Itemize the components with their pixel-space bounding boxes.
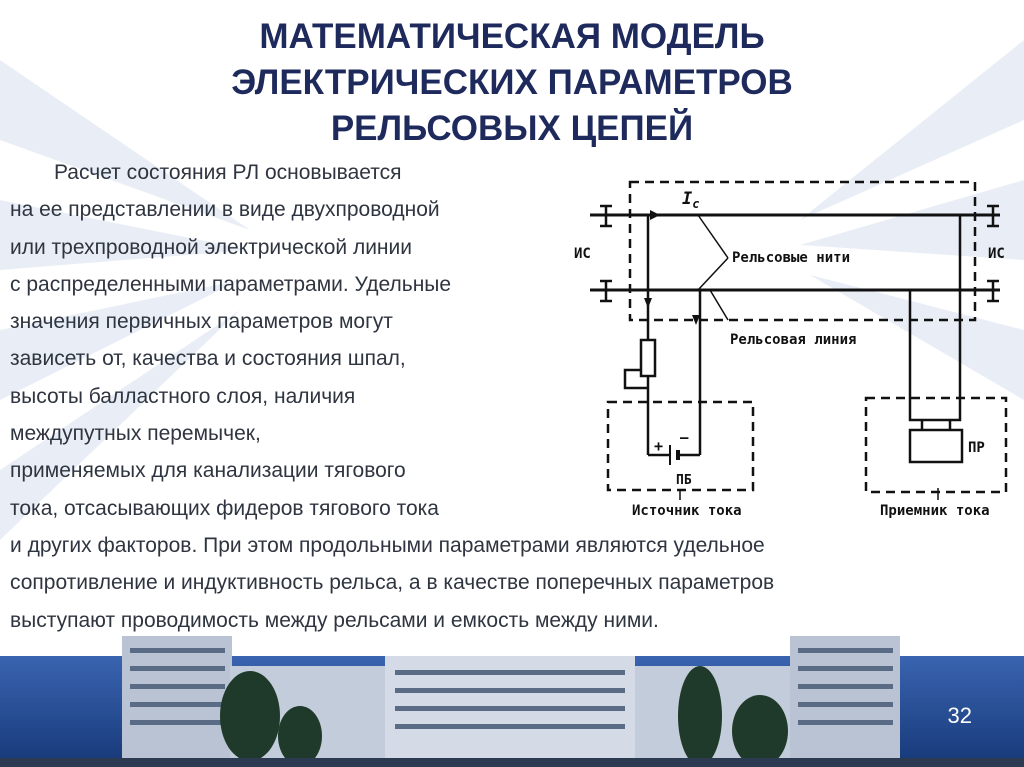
body-line: междупутных перемычек, [10, 422, 261, 446]
minus-sign: — [680, 430, 689, 446]
rail-line-label: Рельсовая линия [730, 332, 857, 348]
rails-label: Рельсовые нити [732, 250, 851, 266]
current-label [682, 189, 699, 211]
plus-sign: + [654, 437, 664, 455]
body-line: или трехпроводной электрической линии [10, 235, 412, 259]
title-line: МАТЕМАТИЧЕСКАЯ МОДЕЛЬ [259, 17, 765, 56]
body-line: применяемых для канализации тягового [10, 459, 406, 483]
body-line: сопротивление и индуктивность рельса, а в качестве поперечных параметров [10, 571, 775, 595]
title-line: ЭЛЕКТРИЧЕСКИХ ПАРАМЕТРОВ [231, 63, 793, 102]
source-label: Источник тока [632, 503, 742, 519]
body-line: и других факторов. При этом продольными параметрами являются удельное [10, 533, 765, 557]
body-line: высоты балластного слоя, наличия [10, 384, 356, 408]
body-line: значения первичных параметров могут [10, 310, 393, 334]
rail-circuit-diagram [570, 170, 1015, 530]
is-left-label: ИС [574, 246, 591, 262]
body-line: Расчет состояния РЛ основывается [54, 161, 402, 184]
body-line: на ее представлении в виде двухпроводной [10, 198, 440, 222]
body-line: тока, отсасывающих фидеров тягового тока [10, 496, 439, 520]
pb-label: ПБ [676, 473, 692, 488]
footer-building-image [0, 636, 1024, 767]
title-line: РЕЛЬСОВЫХ ЦЕПЕЙ [330, 109, 694, 148]
resistor [641, 340, 655, 376]
slide-title [0, 14, 1024, 152]
body-line: выступают проводимость между рельсами и емкость между ними. [10, 608, 659, 632]
current-subscript: с [692, 197, 700, 211]
body-line: зависеть от, качества и состояния шпал, [10, 347, 406, 371]
is-right-label: ИС [988, 246, 1005, 262]
relay [910, 430, 962, 462]
body-line: с распределенными параметрами. Удельные [10, 272, 452, 296]
current-symbol: I [682, 189, 693, 209]
pr-label: ПР [968, 440, 985, 456]
page-number: 32 [947, 703, 972, 728]
receiver-label: Приемник тока [880, 503, 990, 519]
